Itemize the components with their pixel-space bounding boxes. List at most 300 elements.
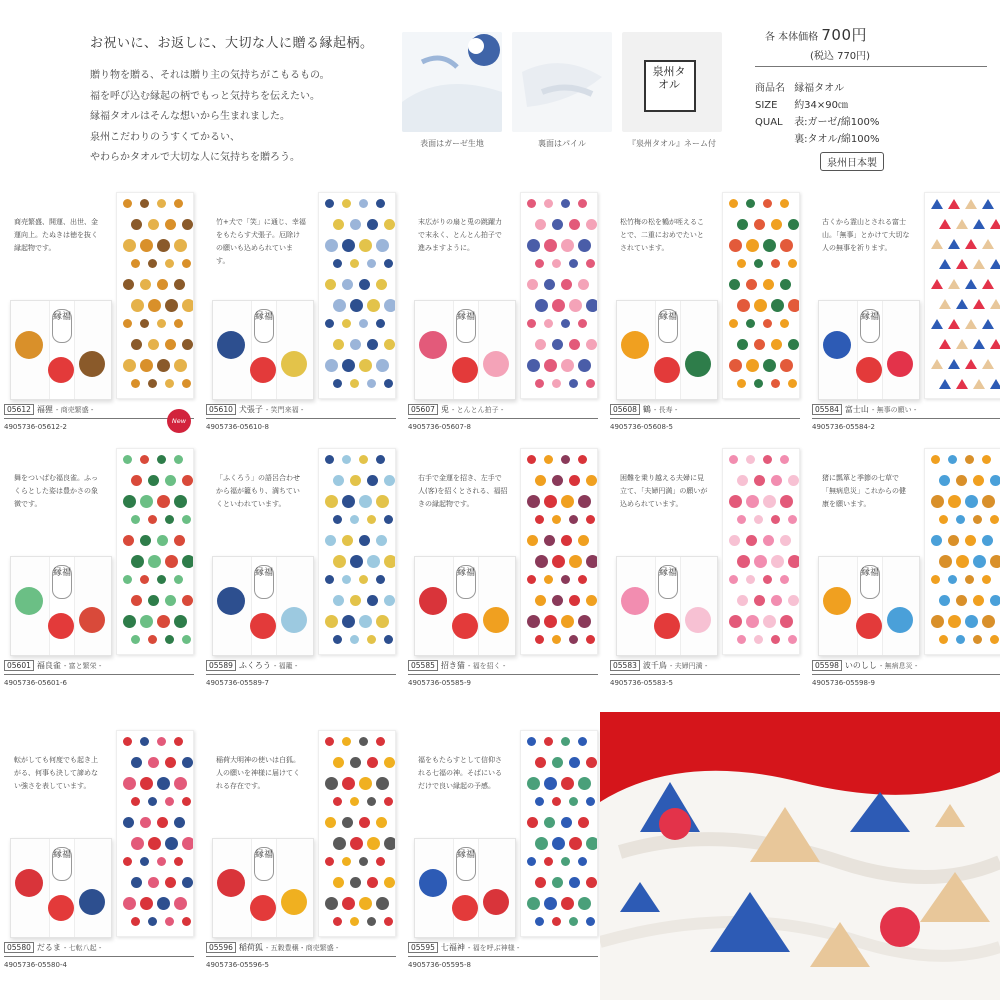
- jan-code: 4905736-05596-5: [206, 961, 269, 969]
- pattern-motif: [544, 535, 555, 546]
- pattern-motif: [140, 535, 151, 546]
- product-code-line: [610, 660, 800, 675]
- product-code-line: [408, 404, 598, 419]
- pattern-motif: [131, 555, 144, 568]
- pattern-motif: [140, 615, 153, 628]
- pattern-motif: [939, 475, 950, 486]
- pattern-motif: [325, 615, 338, 628]
- pattern-motif: [939, 595, 950, 606]
- pattern-motif: [746, 575, 755, 584]
- product-code: 05601: [4, 660, 34, 671]
- product-card[interactable]: [408, 192, 598, 442]
- pattern-motif: [939, 219, 951, 229]
- product-code-line: [206, 942, 396, 957]
- product-card[interactable]: [408, 730, 598, 980]
- pattern-motif: [544, 857, 553, 866]
- pattern-motif: [140, 455, 149, 464]
- pattern-motif: [165, 219, 176, 230]
- pattern-motif: [350, 299, 363, 312]
- pattern-motif: [737, 259, 746, 268]
- pattern-motif: [990, 339, 1000, 349]
- pattern-motif: [771, 515, 780, 524]
- pattern-motif: [990, 635, 999, 644]
- product-card[interactable]: [610, 448, 800, 698]
- pattern-motif: [965, 359, 977, 369]
- pattern-motif: [965, 239, 977, 249]
- pattern-motif: [754, 339, 765, 350]
- pattern-motif: [788, 219, 799, 230]
- pattern-motif: [982, 319, 994, 329]
- pattern-motif: [157, 575, 166, 584]
- pattern-motif: [123, 777, 136, 790]
- product-code-line: [812, 660, 1000, 675]
- product-name: ふくろう: [238, 661, 271, 670]
- pattern-motif: [552, 595, 563, 606]
- pattern-motif: [165, 797, 174, 806]
- pattern-motif: [342, 857, 351, 866]
- enpuku-label: 縁福: [254, 565, 274, 599]
- pattern-motif: [939, 515, 948, 524]
- product-card[interactable]: [206, 192, 396, 442]
- product-card[interactable]: [206, 730, 396, 980]
- spec-key: QUAL: [755, 117, 783, 128]
- pattern-motif: [939, 635, 948, 644]
- pattern-motif: [544, 319, 553, 328]
- towel-pattern-swatch: [520, 448, 598, 655]
- jan-code: 4905736-05608-5: [610, 423, 673, 431]
- pattern-motif: [561, 279, 572, 290]
- pattern-motif: [746, 319, 755, 328]
- pattern-motif: [578, 359, 591, 372]
- pattern-motif: [367, 259, 376, 268]
- pattern-motif: [561, 857, 570, 866]
- jan-code: 4905736-05584-2: [812, 423, 875, 431]
- pattern-motif: [131, 219, 142, 230]
- pack-motif: [685, 351, 711, 377]
- pattern-motif: [771, 259, 780, 268]
- towel-pattern-swatch: [924, 192, 1000, 399]
- pattern-motif: [973, 635, 982, 644]
- product-card[interactable]: [4, 192, 194, 442]
- pattern-motif: [737, 379, 746, 388]
- pattern-motif: [342, 199, 351, 208]
- towel-pattern-swatch: [116, 730, 194, 937]
- pattern-motif: [586, 837, 598, 850]
- pattern-motif: [148, 475, 159, 486]
- gauze-face-photo: [402, 32, 502, 132]
- pattern-motif: [586, 219, 597, 230]
- pattern-motif: [182, 259, 191, 268]
- pattern-motif: [578, 495, 591, 508]
- pattern-motif: [165, 339, 176, 350]
- product-description: 右手で金運を招き、左手で人(客)を招くとされる、福招きの縁起物です。: [418, 474, 508, 508]
- price-label: 各 本体価格: [765, 32, 819, 43]
- product-code: 05607: [408, 404, 438, 415]
- pattern-motif: [982, 239, 994, 249]
- packaged-product: [414, 300, 516, 400]
- pattern-motif: [973, 555, 986, 568]
- pattern-motif: [948, 319, 960, 329]
- pattern-motif: [931, 199, 943, 209]
- product-card[interactable]: [206, 448, 396, 698]
- pattern-motif: [973, 339, 985, 349]
- pattern-motif: [569, 635, 578, 644]
- pattern-motif: [342, 495, 355, 508]
- pattern-motif: [376, 319, 385, 328]
- pattern-motif: [325, 535, 336, 546]
- pack-motif: [621, 331, 649, 359]
- pattern-motif: [157, 319, 166, 328]
- pattern-motif: [535, 837, 548, 850]
- pattern-motif: [384, 595, 395, 606]
- pack-motif: [823, 331, 851, 359]
- red-seal-sticker: [452, 895, 478, 921]
- product-description: 竹+犬で「笑」に通じ、幸福をもたらす犬張子。厄除けの願いも込められています。: [216, 218, 306, 265]
- pattern-motif: [174, 857, 183, 866]
- packaged-product: [10, 556, 112, 656]
- pattern-motif: [535, 555, 548, 568]
- pattern-motif: [965, 535, 976, 546]
- pattern-motif: [965, 319, 977, 329]
- pattern-motif: [737, 339, 748, 350]
- spec-value: 表:ガーゼ/綿100%: [794, 117, 880, 128]
- packaged-product: [414, 838, 516, 938]
- pattern-motif: [182, 555, 194, 568]
- pattern-motif: [333, 475, 344, 486]
- pattern-motif: [552, 877, 563, 888]
- pattern-motif: [535, 475, 546, 486]
- pattern-motif: [165, 877, 176, 888]
- product-name: 七福神: [440, 943, 465, 952]
- pattern-motif: [780, 319, 789, 328]
- product-code-line: [206, 404, 396, 419]
- pattern-motif: [561, 615, 574, 628]
- pattern-motif: [123, 857, 132, 866]
- enpuku-label: 縁福: [658, 309, 678, 343]
- pattern-motif: [350, 797, 359, 806]
- pattern-motif: [746, 495, 759, 508]
- pattern-motif: [569, 595, 580, 606]
- pattern-motif: [561, 239, 574, 252]
- product-card[interactable]: [408, 448, 598, 698]
- pack-motif: [621, 587, 649, 615]
- packaged-product: [616, 556, 718, 656]
- red-seal-sticker: [856, 613, 882, 639]
- pattern-motif: [333, 379, 342, 388]
- towel-pattern-swatch: [722, 448, 800, 655]
- product-description: 困難を乗り越える夫婦に見立て、「夫婦円満」の願いが込められています。: [620, 474, 708, 508]
- pattern-motif: [990, 299, 1000, 309]
- pack-motif: [79, 889, 105, 915]
- pattern-motif: [157, 737, 166, 746]
- pattern-motif: [780, 279, 791, 290]
- towel-pattern-swatch: [318, 192, 396, 399]
- product-code-line: [4, 404, 194, 419]
- pattern-motif: [359, 495, 372, 508]
- pattern-motif: [174, 279, 185, 290]
- packaged-product: [10, 300, 112, 400]
- pattern-motif: [754, 515, 763, 524]
- pattern-motif: [367, 837, 380, 850]
- product-code-line: [206, 660, 396, 675]
- packaged-product: [10, 838, 112, 938]
- enpuku-label: 縁福: [456, 565, 476, 599]
- pattern-motif: [157, 239, 170, 252]
- pattern-motif: [544, 359, 557, 372]
- product-card[interactable]: [812, 192, 1000, 442]
- pattern-motif: [931, 319, 943, 329]
- pattern-motif: [333, 555, 346, 568]
- pattern-motif: [174, 777, 187, 790]
- pattern-motif: [535, 877, 546, 888]
- pattern-motif: [527, 777, 540, 790]
- pattern-motif: [131, 635, 140, 644]
- pattern-motif: [333, 595, 344, 606]
- pattern-motif: [965, 279, 977, 289]
- pattern-motif: [333, 797, 342, 806]
- pattern-motif: [359, 319, 368, 328]
- pattern-motif: [131, 259, 140, 268]
- pack-motif: [483, 889, 509, 915]
- pattern-motif: [939, 339, 951, 349]
- pattern-motif: [586, 635, 595, 644]
- pattern-motif: [174, 897, 187, 910]
- pattern-motif: [729, 535, 740, 546]
- pattern-motif: [754, 475, 765, 486]
- pattern-motif: [527, 737, 536, 746]
- spec-row: [755, 131, 880, 148]
- pattern-motif: [544, 817, 555, 828]
- pattern-motif: [384, 917, 393, 926]
- pattern-motif: [140, 199, 149, 208]
- pattern-motif: [359, 615, 372, 628]
- pattern-motif: [729, 239, 742, 252]
- pattern-motif: [965, 455, 974, 464]
- pattern-motif: [140, 857, 149, 866]
- pattern-motif: [586, 339, 597, 350]
- pattern-motif: [569, 219, 580, 230]
- pattern-motif: [771, 219, 782, 230]
- pattern-motif: [174, 575, 183, 584]
- product-subtitle: - とんとん拍子 -: [451, 406, 504, 414]
- pattern-motif: [544, 279, 555, 290]
- pattern-motif: [325, 495, 338, 508]
- pack-motif: [217, 331, 245, 359]
- pattern-motif: [140, 897, 153, 910]
- pattern-motif: [729, 319, 738, 328]
- pattern-motif: [325, 737, 334, 746]
- product-code-line: [408, 660, 598, 675]
- pattern-motif: [535, 379, 544, 388]
- pattern-motif: [384, 379, 393, 388]
- pattern-motif: [535, 635, 544, 644]
- pattern-motif: [586, 757, 597, 768]
- pattern-motif: [561, 737, 570, 746]
- product-description: 古くから霊山とされる富士山。「無事」とかけて大切な人の無事を祈ります。: [822, 218, 910, 252]
- pattern-motif: [788, 595, 799, 606]
- pack-motif: [281, 351, 307, 377]
- pattern-motif: [123, 279, 134, 290]
- pattern-motif: [157, 455, 166, 464]
- pattern-motif: [982, 199, 994, 209]
- pattern-motif: [367, 379, 376, 388]
- product-name: 招き猫: [440, 661, 465, 670]
- intro-line: 泉州こだわりのうすくてかるい、: [90, 131, 240, 143]
- pattern-motif: [359, 239, 372, 252]
- enpuku-label: 縁福: [456, 309, 476, 343]
- pattern-motif: [174, 199, 183, 208]
- pattern-motif: [182, 339, 193, 350]
- jan-code: 4905736-05598-9: [812, 679, 875, 687]
- pattern-motif: [544, 897, 557, 910]
- pattern-motif: [771, 299, 784, 312]
- pattern-motif: [325, 575, 334, 584]
- pattern-motif: [182, 299, 194, 312]
- pattern-motif: [948, 535, 959, 546]
- pattern-motif: [342, 817, 353, 828]
- pattern-motif: [763, 199, 772, 208]
- pattern-motif: [342, 575, 351, 584]
- pattern-motif: [569, 259, 578, 268]
- pattern-motif: [182, 379, 191, 388]
- pattern-motif: [527, 239, 540, 252]
- pattern-motif: [561, 199, 570, 208]
- pattern-motif: [325, 199, 334, 208]
- pattern-motif: [578, 455, 587, 464]
- pattern-motif: [552, 219, 563, 230]
- pattern-motif: [763, 535, 774, 546]
- pattern-motif: [754, 555, 767, 568]
- pattern-motif: [359, 897, 372, 910]
- pattern-motif: [174, 535, 185, 546]
- pattern-motif: [140, 319, 149, 328]
- pattern-motif: [982, 495, 995, 508]
- product-subtitle: - 七転八起 -: [63, 944, 102, 952]
- pattern-motif: [325, 359, 338, 372]
- pattern-motif: [931, 239, 943, 249]
- pattern-motif: [788, 555, 800, 568]
- spec-key: 商品名: [755, 83, 785, 94]
- pack-motif: [887, 351, 913, 377]
- pattern-motif: [544, 615, 557, 628]
- pattern-motif: [376, 777, 389, 790]
- pattern-motif: [973, 515, 982, 524]
- pattern-motif: [965, 495, 978, 508]
- pattern-motif: [157, 535, 168, 546]
- pattern-motif: [148, 797, 157, 806]
- product-card[interactable]: [812, 448, 1000, 698]
- pattern-motif: [956, 595, 967, 606]
- pattern-motif: [746, 239, 759, 252]
- product-subtitle: - 富と繁栄 -: [63, 662, 102, 670]
- pattern-motif: [350, 837, 363, 850]
- pattern-motif: [535, 917, 544, 926]
- pattern-motif: [182, 475, 193, 486]
- product-subtitle: - 無病息災 -: [879, 662, 918, 670]
- product-subtitle: - 福籠 -: [273, 662, 298, 670]
- enpuku-label: 縁福: [860, 309, 880, 343]
- product-description: 転がしても何度でも起き上がる、何事も決して諦めない強さを表しています。: [14, 756, 98, 790]
- pattern-motif: [527, 897, 540, 910]
- pattern-motif: [982, 575, 991, 584]
- product-code: 05580: [4, 942, 34, 953]
- pattern-motif: [140, 239, 153, 252]
- product-subtitle: - 笑門来福 -: [265, 406, 304, 414]
- pattern-motif: [771, 475, 782, 486]
- jan-code: 4905736-05601-6: [4, 679, 67, 687]
- product-description: 稲荷大明神の使いは白狐。人の願いを神様に届けてくれる存在です。: [216, 756, 300, 790]
- pattern-motif: [982, 279, 994, 289]
- towel-pattern-swatch: [722, 192, 800, 399]
- pattern-motif: [148, 219, 159, 230]
- pattern-motif: [569, 917, 578, 926]
- pattern-motif: [956, 635, 965, 644]
- pattern-motif: [157, 279, 168, 290]
- pattern-motif: [746, 359, 759, 372]
- price-box: [755, 24, 995, 67]
- pattern-motif: [729, 279, 740, 290]
- pattern-motif: [578, 319, 587, 328]
- pattern-motif: [148, 515, 157, 524]
- pattern-motif: [384, 515, 393, 524]
- pattern-motif: [123, 359, 136, 372]
- pattern-motif: [325, 239, 338, 252]
- product-card[interactable]: [610, 192, 800, 442]
- pattern-motif: [367, 595, 378, 606]
- red-seal-sticker: [48, 613, 74, 639]
- pattern-motif: [754, 635, 763, 644]
- pattern-motif: [973, 595, 984, 606]
- pattern-motif: [754, 259, 763, 268]
- product-code: 05584: [812, 404, 842, 415]
- pattern-motif: [527, 279, 538, 290]
- product-card[interactable]: [4, 448, 194, 698]
- pattern-motif: [578, 535, 589, 546]
- pattern-motif: [140, 279, 151, 290]
- pattern-motif: [535, 259, 544, 268]
- pattern-motif: [350, 595, 361, 606]
- pattern-motif: [956, 339, 968, 349]
- pattern-motif: [578, 737, 587, 746]
- pattern-motif: [561, 535, 572, 546]
- pattern-motif: [965, 615, 978, 628]
- pattern-motif: [561, 817, 572, 828]
- pattern-motif: [182, 757, 193, 768]
- pattern-motif: [746, 615, 759, 628]
- product-name: 鶴: [642, 405, 651, 414]
- pattern-motif: [754, 595, 765, 606]
- pattern-motif: [729, 495, 742, 508]
- product-subtitle: - 五穀豊穣・商売繁盛 -: [265, 944, 339, 952]
- product-card[interactable]: [4, 730, 194, 980]
- product-subtitle: - 夫婦円満 -: [669, 662, 708, 670]
- pattern-motif: [350, 877, 361, 888]
- pattern-motif: [131, 299, 144, 312]
- pattern-motif: [948, 455, 957, 464]
- pattern-motif: [948, 495, 961, 508]
- pattern-motif: [182, 595, 193, 606]
- pattern-motif: [333, 877, 344, 888]
- pattern-motif: [737, 515, 746, 524]
- pattern-motif: [990, 379, 1000, 389]
- pattern-motif: [148, 555, 161, 568]
- pattern-motif: [771, 379, 780, 388]
- pattern-motif: [123, 897, 136, 910]
- product-subtitle: - 無事の願い -: [871, 406, 917, 414]
- pattern-motif: [931, 359, 943, 369]
- pattern-motif: [763, 575, 772, 584]
- pattern-motif: [956, 379, 968, 389]
